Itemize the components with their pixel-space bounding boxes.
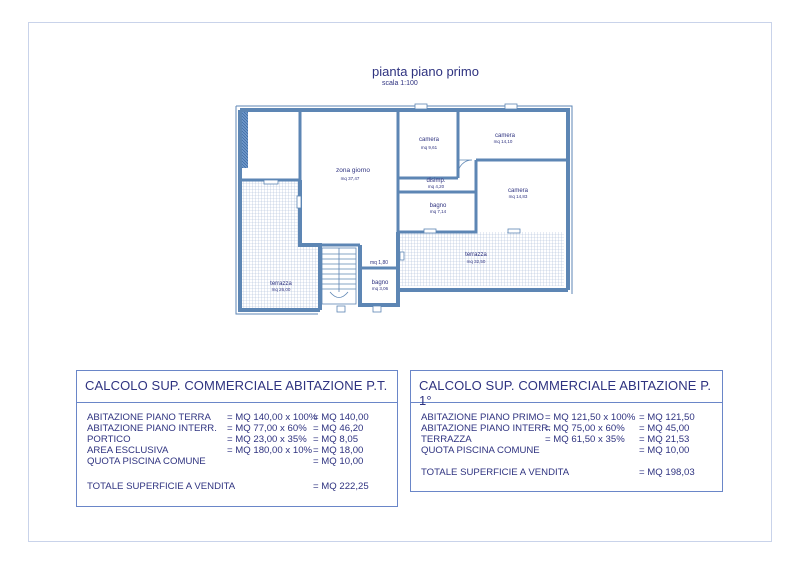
room-area-bagno-1: mq 7,14: [429, 209, 447, 214]
room-area-zona-giorno: mq 37,47: [340, 176, 360, 181]
calc-row: TERRAZZA = MQ 61,50 x 35% = MQ 21,53: [421, 434, 690, 445]
calc-title-p1: CALCOLO SUP. COMMERCIALE ABITAZIONE P. 1°: [419, 378, 712, 408]
calc-row: ABITAZIONE PIANO INTERR. = MQ 75,00 x 60% = MQ 45,00: [421, 423, 690, 434]
stairs: [322, 248, 356, 304]
room-area-disimp: mq 4,20: [427, 184, 445, 189]
room-name-bagno-2: bagno: [371, 280, 389, 286]
room-area-ripostiglio: mq 1,80: [369, 260, 389, 266]
room-area-camera-1: mq 9,61: [420, 145, 438, 150]
calc-row: ABITAZIONE PIANO PRIMO = MQ 121,50 x 100% = MQ 121,50: [421, 412, 695, 423]
room-area-terrazza-1: mq 26,00: [271, 287, 291, 292]
calc-row: ABITAZIONE PIANO TERRA = MQ 140,00 x 100% = MQ 140,00: [87, 412, 369, 423]
calc-row: AREA ESCLUSIVA = MQ 180,00 x 10% = MQ 18,00: [87, 445, 364, 456]
room-name-terrazza-1: terrazza: [270, 281, 292, 287]
room-name-camera-2: camera: [494, 133, 516, 139]
plan-title: pianta piano primo: [372, 64, 479, 79]
plan-scale: scala 1:100: [382, 80, 418, 87]
calc-row: PORTICO = MQ 23,00 x 35% = MQ 8,05: [87, 434, 359, 445]
room-name-zona-giorno: zona giorno: [336, 167, 370, 174]
room-name-camera-3: camera: [507, 188, 529, 194]
calc-row: QUOTA PISCINA COMUNE = MQ 10,00: [421, 445, 690, 456]
room-name-disimp: disimp.: [426, 178, 446, 184]
terrace-left-ext: [300, 245, 318, 310]
room-area-bagno-2: mq 3,06: [371, 286, 389, 291]
calc-total-row: TOTALE SUPERFICIE A VENDITA = MQ 222,25: [87, 481, 369, 492]
room-area-terrazza-2: mq 32,50: [466, 259, 486, 264]
calc-title-pt: CALCOLO SUP. COMMERCIALE ABITAZIONE P.T.: [85, 378, 388, 393]
calc-box-piano-terra: [76, 370, 398, 507]
room-area-camera-2: mq 14,10: [493, 139, 513, 144]
terrace-left: [240, 180, 300, 310]
calc-row: ABITAZIONE PIANO INTERR. = MQ 77,00 x 60% = MQ 46,20: [87, 423, 364, 434]
room-name-camera-1: camera: [418, 137, 440, 143]
room-name-bagno-1: bagno: [429, 203, 447, 209]
calc-total-row: TOTALE SUPERFICIE A VENDITA = MQ 198,03: [421, 467, 695, 478]
calc-row: QUOTA PISCINA COMUNE = MQ 10,00: [87, 456, 364, 467]
calc-box-piano-primo: [410, 370, 723, 492]
room-area-camera-3: mq 14,83: [508, 194, 528, 199]
room-name-terrazza-2: terrazza: [465, 252, 487, 258]
